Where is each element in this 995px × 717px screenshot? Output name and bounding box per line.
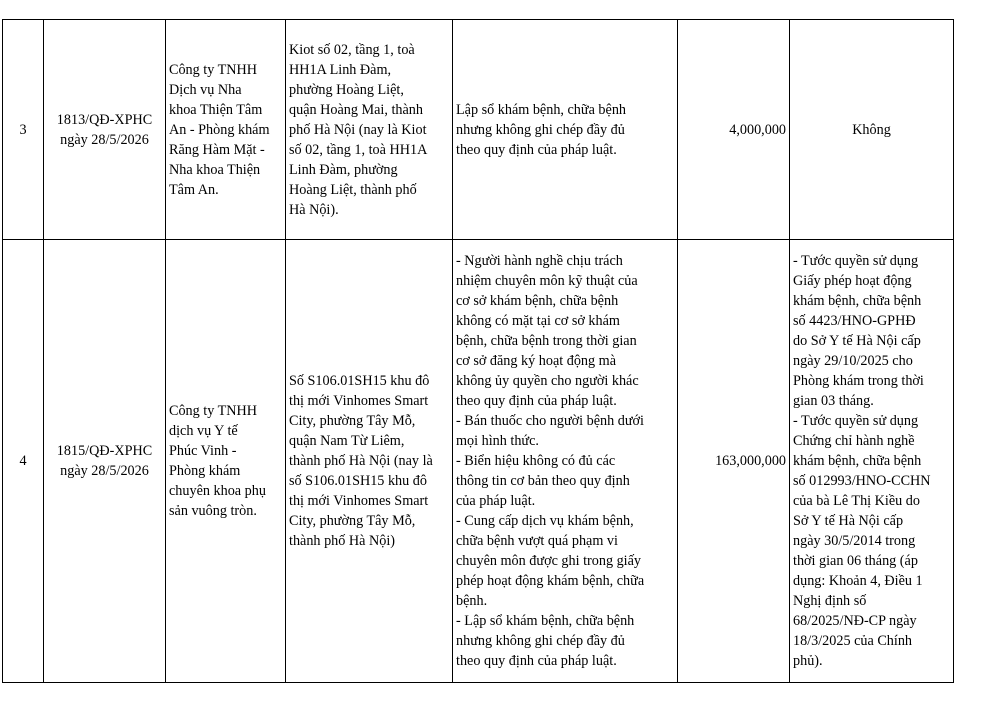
additional-penalty-cell: - Tước quyền sử dụng Giấy phép hoạt động khám bệnh, chữa bệnh số 4423/HNO-GPHĐ do Sở Y tế Hà Nội cấp ngày 29/10/2025 cho Phòng khám trong thời gian 03 tháng. - Tước quyền sử dụng Chứng chỉ hành nghề khám bệnh, chữa bệnh số 012993/HNO-CCHN của bà Lê Thị Kiều do Sở Y tế Hà Nội cấp ngày 30/5/2014 trong thời gian 06 tháng (áp dụng: Khoản 4, Điều 1 Nghị định số 68/2025/NĐ-CP ngày 18/3/2025 của Chính phủ). bbox=[790, 240, 954, 683]
fine-amount-cell: 4,000,000 bbox=[678, 20, 790, 240]
table-row bbox=[3, 240, 954, 683]
penalty-table bbox=[2, 19, 954, 683]
address-cell: Kiot số 02, tầng 1, toà HH1A Linh Đàm, phường Hoàng Liệt, quận Hoàng Mai, thành phố Hà Nội (nay là Kiot số 02, tầng 1, toà HH1A Linh Đàm, phường Hoàng Liệt, thành phố Hà Nội). bbox=[286, 20, 453, 240]
row-number-cell: 3 bbox=[3, 20, 44, 240]
table-row bbox=[3, 20, 954, 240]
row-number-cell: 4 bbox=[3, 240, 44, 683]
violation-cell: - Người hành nghề chịu trách nhiệm chuyên môn kỹ thuật của cơ sở khám bệnh, chữa bệnh không có mặt tại cơ sở khám bệnh, chữa bệnh trong thời gian cơ sở đăng ký hoạt động mà không ủy quyền cho người khác theo quy định của pháp luật. - Bán thuốc cho người bệnh dưới mọi hình thức. - Biển hiệu không có đủ các thông tin cơ bản theo quy định của pháp luật. - Cung cấp dịch vụ khám bệnh, chữa bệnh vượt quá phạm vi chuyên môn được ghi trong giấy phép hoạt động khám bệnh, chữa bệnh. - Lập sổ khám bệnh, chữa bệnh nhưng không ghi chép đầy đủ theo quy định của pháp luật. bbox=[453, 240, 678, 683]
address-cell: Số S106.01SH15 khu đô thị mới Vinhomes Smart City, phường Tây Mỗ, quận Nam Từ Liêm, thành phố Hà Nội (nay là số S106.01SH15 khu đô thị mới Vinhomes Smart City, phường Tây Mỗ, thành phố Hà Nội) bbox=[286, 240, 453, 683]
additional-penalty-cell: Không bbox=[790, 20, 954, 240]
decision-cell: 1815/QĐ-XPHC ngày 28/5/2026 bbox=[44, 240, 166, 683]
fine-amount-cell: 163,000,000 bbox=[678, 240, 790, 683]
organization-cell: Công ty TNHH Dịch vụ Nha khoa Thiện Tâm An - Phòng khám Răng Hàm Mặt - Nha khoa Thiện Tâm An. bbox=[166, 20, 286, 240]
organization-cell: Công ty TNHH dịch vụ Y tế Phúc Vinh - Phòng khám chuyên khoa phụ sản vuông tròn. bbox=[166, 240, 286, 683]
decision-cell: 1813/QĐ-XPHC ngày 28/5/2026 bbox=[44, 20, 166, 240]
violation-cell: Lập sổ khám bệnh, chữa bệnh nhưng không ghi chép đầy đủ theo quy định của pháp luật. bbox=[453, 20, 678, 240]
